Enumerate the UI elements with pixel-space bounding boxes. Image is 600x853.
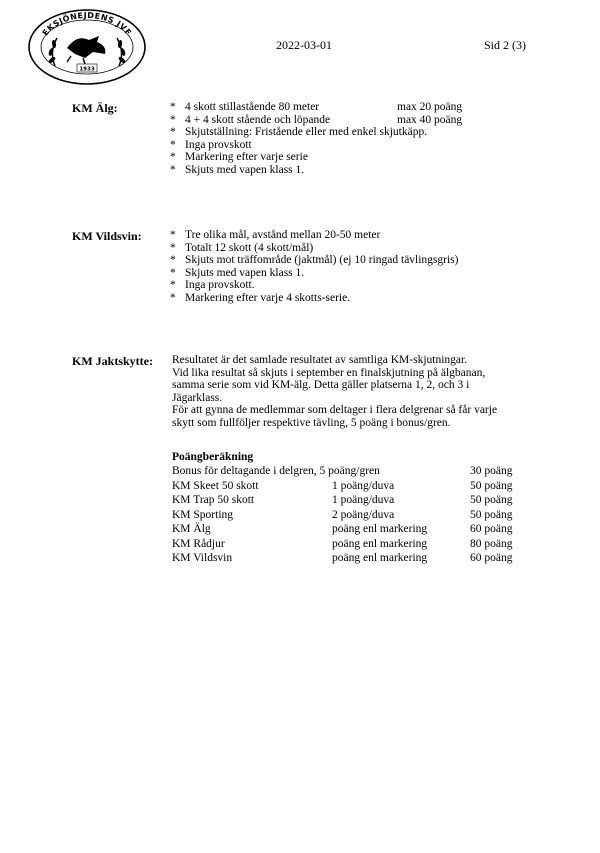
table-row bbox=[172, 464, 520, 479]
list-item bbox=[170, 267, 459, 280]
table-row bbox=[172, 551, 520, 566]
rule-max-points: max 20 poäng bbox=[397, 101, 463, 113]
event-cell: KM Vildsvin bbox=[172, 552, 233, 564]
points-cell: 30 poäng bbox=[470, 465, 513, 477]
rule-text: 4 skott stillastående 80 meter bbox=[185, 101, 320, 113]
rule-text: Skjuts med vapen klass 1. bbox=[185, 266, 305, 279]
logo-year: 1933 bbox=[79, 66, 95, 73]
rule-cell: 1 poäng/duva bbox=[332, 494, 395, 506]
bullet-star-icon: * bbox=[170, 241, 176, 254]
rule-text: Totalt 12 skott (4 skott/mål) bbox=[185, 241, 314, 254]
list-item bbox=[170, 101, 463, 114]
table-row bbox=[172, 479, 520, 494]
list-item bbox=[170, 126, 427, 139]
bullet-star-icon: * bbox=[170, 151, 176, 164]
points-cell: 50 poäng bbox=[470, 508, 513, 521]
bullet-star-icon: * bbox=[170, 254, 176, 267]
table-row bbox=[172, 522, 520, 537]
event-cell: KM Rådjur bbox=[172, 537, 225, 550]
club-seal-icon bbox=[27, 8, 147, 86]
bullet-star-icon: * bbox=[170, 279, 176, 292]
event-cell: KM Trap 50 skott bbox=[172, 494, 255, 506]
list-item bbox=[170, 229, 459, 242]
rule-cell: 1 poäng/duva bbox=[332, 479, 395, 492]
list-item bbox=[170, 151, 427, 164]
list-item bbox=[170, 164, 427, 177]
paragraph-line: samma serie som vid KM-älg. Detta gäller platserna 1, 2, och 3 i bbox=[172, 379, 470, 392]
rule-text: Tre olika mål, avstånd mellan 20-50 meter bbox=[185, 229, 381, 241]
bullet-star-icon: * bbox=[170, 163, 176, 176]
logo-text-path: EKSJÖNEJDENS JVF bbox=[40, 10, 134, 38]
points-cell: 50 poäng bbox=[470, 479, 513, 492]
rule-max-points: max 40 poäng bbox=[397, 113, 463, 126]
points-calculation-heading: Poängberäkning bbox=[172, 451, 254, 463]
page-number: Sid 2 (3) bbox=[484, 38, 526, 52]
rule-text: Markering efter varje 4 skotts-serie. bbox=[185, 291, 351, 304]
rule-text: Inga provskott bbox=[185, 138, 252, 151]
list-item bbox=[170, 242, 459, 255]
bullet-star-icon: * bbox=[170, 113, 176, 126]
bullet-star-icon: * bbox=[170, 266, 176, 279]
km-vildsvin-rules-list bbox=[170, 229, 459, 305]
rule-text: Skjutställning: Fristående eller med enkel skjutkäpp. bbox=[185, 126, 428, 139]
rule-cell: 2 poäng/duva bbox=[332, 508, 395, 521]
table-row bbox=[172, 508, 520, 523]
points-cell: 60 poäng bbox=[470, 552, 513, 564]
rule-text: 4 + 4 skott stående och löpande bbox=[185, 113, 331, 126]
paragraph-line: Vid lika resultat så skjuts i september en finalskjutning på älgbanan, bbox=[172, 366, 486, 379]
paragraph-line: Resultatet är det samlade resultatet av samtliga KM-skjutningar. bbox=[172, 354, 468, 366]
bullet-star-icon: * bbox=[170, 101, 176, 113]
list-item bbox=[170, 279, 459, 292]
section-label-km-jaktskytte: KM Jaktskytte: bbox=[72, 354, 153, 368]
event-cell: KM Älg bbox=[172, 523, 211, 535]
points-cell: 80 poäng bbox=[470, 537, 513, 550]
paragraph-line: Jägarklass. bbox=[172, 391, 223, 404]
rule-cell: poäng enl markering bbox=[332, 537, 428, 550]
rule-text: Inga provskott. bbox=[185, 279, 255, 292]
points-calculation-table bbox=[172, 464, 520, 566]
svg-text:EKSJÖNEJDENS JVF bbox=[41, 11, 133, 38]
bullet-star-icon: * bbox=[170, 126, 176, 139]
bullet-star-icon: * bbox=[170, 291, 176, 304]
event-cell: KM Sporting bbox=[172, 508, 234, 521]
rule-text: Skjuts mot träffområde (jaktmål) (ej 10 ringad tävlingsgris) bbox=[185, 254, 459, 267]
rule-text: Skjuts med vapen klass 1. bbox=[185, 163, 305, 176]
list-item bbox=[170, 292, 459, 305]
paragraph-line: skytt som fullföljer respektive tävling, 5 poäng i bonus/gren. bbox=[172, 416, 451, 429]
bullet-star-icon: * bbox=[170, 138, 176, 151]
rule-cell: poäng enl markering bbox=[332, 552, 428, 564]
points-cell: 60 poäng bbox=[470, 523, 513, 535]
km-jaktskytte-description bbox=[172, 354, 512, 430]
rule-cell: poäng enl markering bbox=[332, 523, 428, 535]
table-row bbox=[172, 537, 520, 552]
table-row bbox=[172, 493, 520, 508]
rule-text: Markering efter varje serie bbox=[185, 151, 308, 164]
list-item bbox=[170, 113, 463, 127]
event-cell: KM Skeet 50 skott bbox=[172, 479, 259, 492]
km-alg-rules-list bbox=[170, 101, 463, 177]
event-cell: Bonus för deltagande i delgren, 5 poäng/gren bbox=[172, 465, 380, 477]
paragraph-line: För att gynna de medlemmar som deltager i flera delgrenar så får varje bbox=[172, 404, 498, 417]
list-item bbox=[170, 254, 459, 267]
club-logo bbox=[27, 8, 147, 86]
section-label-km-vildsvin: KM Vildsvin: bbox=[72, 229, 142, 243]
list-item bbox=[170, 139, 427, 152]
bullet-star-icon: * bbox=[170, 229, 176, 241]
document-date: 2022-03-01 bbox=[276, 38, 332, 52]
points-cell: 50 poäng bbox=[470, 494, 513, 506]
section-label-km-alg: KM Älg: bbox=[72, 101, 118, 115]
